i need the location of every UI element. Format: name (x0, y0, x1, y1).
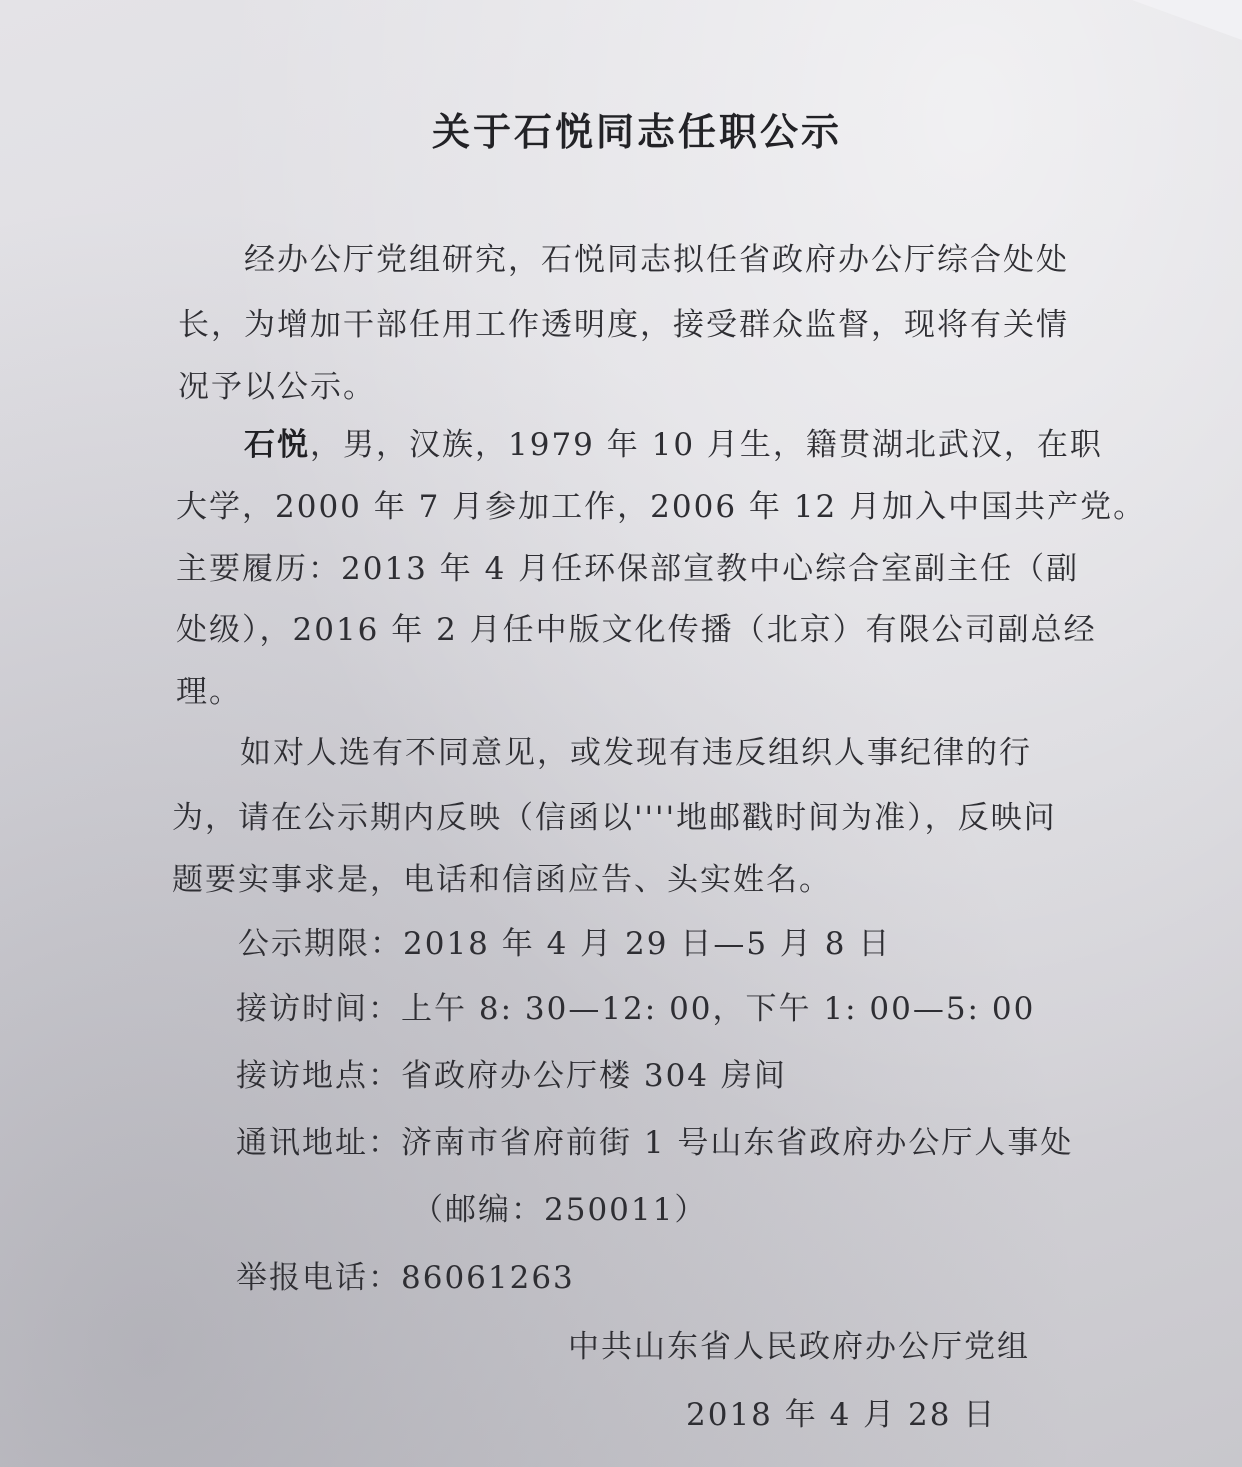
publicity-period: 公示期限：2018 年 4 月 29 日—5 月 8 日 (238, 926, 892, 962)
signature-date: 2018 年 4 月 28 日 (686, 1397, 997, 1433)
para2-line5: 理。 (176, 674, 242, 710)
mailing-address: 通讯地址：济南市省府前街 1 号山东省政府办公厅人事处 (236, 1125, 1074, 1161)
para1-line2: 长，为增加干部任用工作透明度，接受群众监督，现将有关情 (178, 307, 1069, 343)
person-name: 石悦 (244, 427, 310, 463)
para2-line1-rest: ，男，汉族，1979 年 10 月生，籍贯湖北武汉，在职 (310, 427, 1103, 463)
para3-line2: 为，请在公示期内反映（信函以''''地邮戳时间为准），反映问 (172, 800, 1057, 836)
paper-fold-corner (1132, 0, 1242, 40)
para2-line3: 主要履历：2013 年 4 月任环保部宣教中心综合室副主任（副 (176, 551, 1080, 587)
para2-line2: 大学，2000 年 7 月参加工作，2006 年 12 月加入中国共产党。 (176, 489, 1147, 525)
document-title: 关于石悦同志任职公示 (432, 109, 843, 154)
signature-org: 中共山东省人民政府办公厅党组 (568, 1329, 1030, 1365)
para3-line3: 题要实事求是，电话和信函应告、头实姓名。 (172, 862, 832, 898)
para2-line1 (244, 425, 1103, 465)
para3-line1: 如对人选有不同意见，或发现有违反组织人事纪律的行 (240, 735, 1032, 771)
visit-time: 接访时间：上午 8: 30—12: 00，下午 1: 00—5: 00 (236, 991, 1036, 1027)
para1-line3: 况予以公示。 (178, 369, 376, 405)
visit-place: 接访地点：省政府办公厅楼 304 房间 (236, 1058, 787, 1094)
report-phone: 举报电话：86061263 (236, 1260, 575, 1296)
postcode: （邮编：250011） (412, 1192, 708, 1228)
para2-line4: 处级），2016 年 2 月任中版文化传播（北京）有限公司副总经 (176, 612, 1097, 648)
para1-line1: 经办公厅党组研究，石悦同志拟任省政府办公厅综合处处 (244, 242, 1069, 278)
